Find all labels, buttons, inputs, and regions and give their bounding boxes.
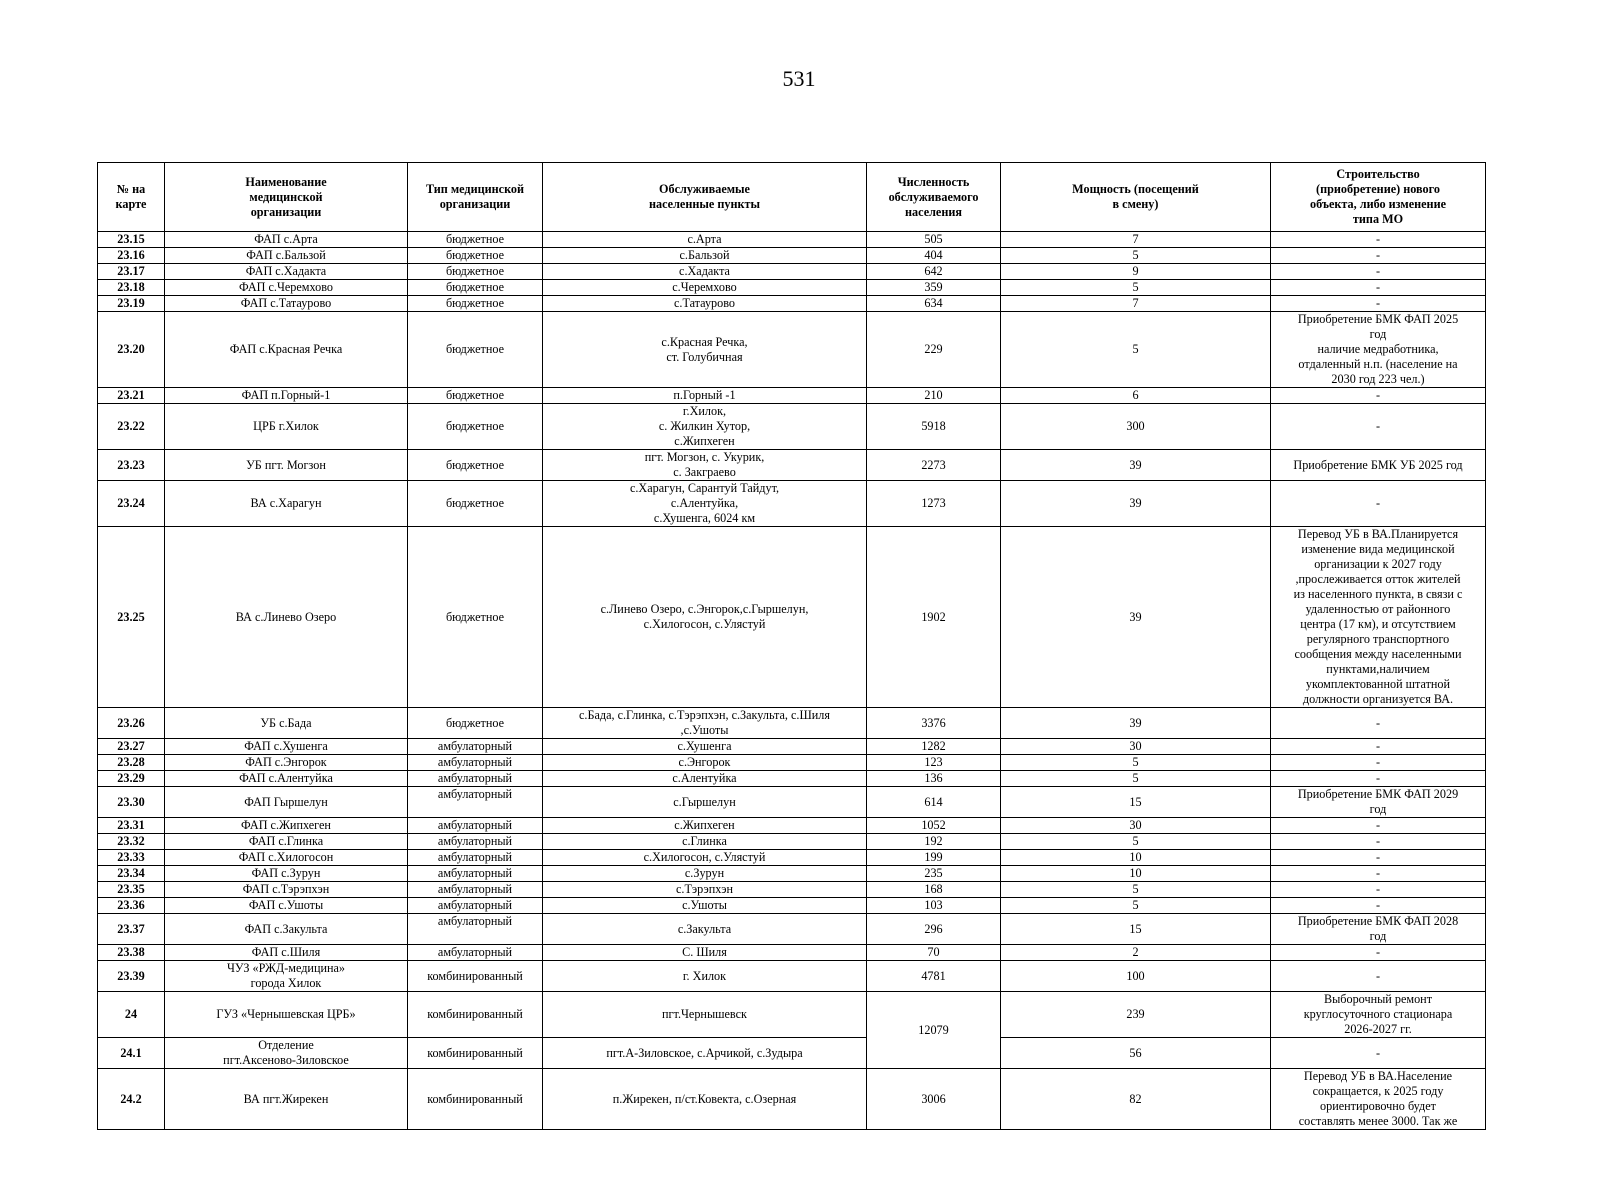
cell-name: ГУЗ «Чернышевская ЦРБ» [165,992,408,1038]
cell-name: ВА с.Линево Озеро [165,527,408,708]
cell-name: УБ пгт. Могзон [165,450,408,481]
cell-type: бюджетное [408,248,543,264]
header-capacity: Мощность (посещений в смену) [1001,163,1271,232]
cell-capacity: 5 [1001,771,1271,787]
cell-construction: Перевод УБ в ВА.Население сокращается, к 2025 году ориентировочно будет составлять менее 3000. Так же [1271,1069,1486,1130]
header-population: Численность обслуживаемого населения [867,163,1001,232]
cell-construction: - [1271,771,1486,787]
cell-type: бюджетное [408,312,543,388]
cell-points: с.Энгорок [543,755,867,771]
table-row [98,708,1486,739]
cell-type: амбулаторный [408,771,543,787]
cell-points: пгт. Могзон, с. Укурик, с. Закграево [543,450,867,481]
cell-type: бюджетное [408,450,543,481]
cell-points: с.Тэрэпхэн [543,882,867,898]
cell-construction: Приобретение БМК УБ 2025 год [1271,450,1486,481]
cell-points: с.Бада, с.Глинка, с.Тэрэпхэн, с.Закульта, с.Шиля ,с.Ушоты [543,708,867,739]
cell-population: 5918 [867,404,1001,450]
cell-number: 23.32 [98,834,165,850]
table-row [98,898,1486,914]
cell-population: 103 [867,898,1001,914]
cell-points: п.Жирекен, п/ст.Ковекта, с.Озерная [543,1069,867,1130]
cell-construction: - [1271,818,1486,834]
cell-number: 23.20 [98,312,165,388]
cell-name: ВА пгт.Жирекен [165,1069,408,1130]
cell-name: ФАП с.Тэрэпхэн [165,882,408,898]
cell-population: 199 [867,850,1001,866]
cell-type: бюджетное [408,296,543,312]
cell-population: 1282 [867,739,1001,755]
cell-number: 24.2 [98,1069,165,1130]
cell-number: 24 [98,992,165,1038]
cell-points: пгт.Чернышевск [543,992,867,1038]
cell-population: 1052 [867,818,1001,834]
cell-number: 23.30 [98,787,165,818]
medical-organizations-table [97,162,1486,1130]
cell-number: 23.18 [98,280,165,296]
cell-population: 168 [867,882,1001,898]
cell-type: амбулаторный [408,787,543,818]
cell-points: г. Хилок [543,961,867,992]
cell-name: ФАП с.Энгорок [165,755,408,771]
cell-capacity: 239 [1001,992,1271,1038]
cell-points: с.Закульта [543,914,867,945]
cell-name: ФАП с.Глинка [165,834,408,850]
cell-points: с.Арта [543,232,867,248]
cell-number: 24.1 [98,1038,165,1069]
cell-type: амбулаторный [408,882,543,898]
cell-capacity: 82 [1001,1069,1271,1130]
cell-name: ЧУЗ «РЖД-медицина» города Хилок [165,961,408,992]
table-row [98,1069,1486,1130]
cell-capacity: 56 [1001,1038,1271,1069]
table-row [98,296,1486,312]
cell-capacity: 6 [1001,388,1271,404]
table-row [98,388,1486,404]
cell-population: 404 [867,248,1001,264]
cell-number: 23.38 [98,945,165,961]
cell-type: бюджетное [408,527,543,708]
table-row [98,787,1486,818]
cell-points: с.Черемхово [543,280,867,296]
cell-number: 23.36 [98,898,165,914]
table-row [98,450,1486,481]
cell-capacity: 5 [1001,312,1271,388]
cell-construction: - [1271,739,1486,755]
cell-population: 192 [867,834,1001,850]
cell-capacity: 5 [1001,755,1271,771]
cell-population: 642 [867,264,1001,280]
table-row [98,961,1486,992]
cell-name: ФАП с.Бальзой [165,248,408,264]
cell-name: ВА с.Харагун [165,481,408,527]
cell-points: с.Красная Речка, ст. Голубичная [543,312,867,388]
table-row [98,818,1486,834]
cell-name: ФАП с.Шиля [165,945,408,961]
header-construction: Строительство (приобретение) нового объекта, либо изменение типа МО [1271,163,1486,232]
cell-points: с.Гыршелун [543,787,867,818]
cell-capacity: 39 [1001,708,1271,739]
cell-points: с.Хушенга [543,739,867,755]
cell-type: комбинированный [408,961,543,992]
cell-number: 23.17 [98,264,165,280]
cell-number: 23.16 [98,248,165,264]
header-organization-name: Наименование медицинской организации [165,163,408,232]
cell-name: ЦРБ г.Хилок [165,404,408,450]
cell-construction: - [1271,882,1486,898]
cell-number: 23.39 [98,961,165,992]
cell-name: ФАП с.Черемхово [165,280,408,296]
cell-number: 23.29 [98,771,165,787]
cell-type: комбинированный [408,1069,543,1130]
cell-name: ФАП п.Горный-1 [165,388,408,404]
cell-type: комбинированный [408,1038,543,1069]
cell-construction: Приобретение БМК ФАП 2028 год [1271,914,1486,945]
cell-points: пгт.А-Зиловское, с.Арчикой, с.Зудыра [543,1038,867,1069]
cell-capacity: 30 [1001,739,1271,755]
cell-construction: - [1271,961,1486,992]
table-row [98,771,1486,787]
cell-construction: - [1271,264,1486,280]
cell-name: ФАП Гыршелун [165,787,408,818]
cell-number: 23.26 [98,708,165,739]
cell-population: 505 [867,232,1001,248]
table-row [98,1038,1486,1069]
cell-capacity: 10 [1001,850,1271,866]
cell-name: ФАП с.Алентуйка [165,771,408,787]
table-row [98,404,1486,450]
cell-construction: - [1271,248,1486,264]
header-map-number: № на карте [98,163,165,232]
cell-construction: - [1271,834,1486,850]
cell-population: 3006 [867,1069,1001,1130]
cell-points: с.Глинка [543,834,867,850]
table-row [98,248,1486,264]
cell-capacity: 5 [1001,882,1271,898]
table-row [98,527,1486,708]
cell-points: п.Горный -1 [543,388,867,404]
table-row [98,312,1486,388]
cell-type: амбулаторный [408,739,543,755]
cell-number: 23.19 [98,296,165,312]
header-served-settlements: Обслуживаемые населенные пункты [543,163,867,232]
table-row [98,882,1486,898]
cell-construction: - [1271,945,1486,961]
cell-number: 23.31 [98,818,165,834]
cell-capacity: 39 [1001,481,1271,527]
cell-population: 3376 [867,708,1001,739]
cell-population: 70 [867,945,1001,961]
cell-population: 4781 [867,961,1001,992]
cell-capacity: 39 [1001,450,1271,481]
cell-number: 23.15 [98,232,165,248]
cell-number: 23.37 [98,914,165,945]
cell-capacity: 5 [1001,280,1271,296]
cell-population: 1902 [867,527,1001,708]
cell-capacity: 5 [1001,898,1271,914]
cell-name: ФАП с.Красная Речка [165,312,408,388]
cell-points: с.Хилогосон, с.Улястуй [543,850,867,866]
cell-number: 23.28 [98,755,165,771]
cell-number: 23.33 [98,850,165,866]
cell-construction: - [1271,404,1486,450]
cell-name: ФАП с.Арта [165,232,408,248]
cell-capacity: 100 [1001,961,1271,992]
cell-points: г.Хилок, с. Жилкин Хутор, с.Жипхеген [543,404,867,450]
cell-population: 229 [867,312,1001,388]
cell-construction: - [1271,296,1486,312]
cell-population: 2273 [867,450,1001,481]
cell-type: амбулаторный [408,850,543,866]
cell-number: 23.35 [98,882,165,898]
cell-type: амбулаторный [408,914,543,945]
cell-points: с.Татаурово [543,296,867,312]
table-header-row [98,163,1486,232]
table-row [98,866,1486,882]
cell-population: 359 [867,280,1001,296]
cell-name: ФАП с.Жипхеген [165,818,408,834]
cell-type: амбулаторный [408,898,543,914]
cell-capacity: 9 [1001,264,1271,280]
cell-population: 235 [867,866,1001,882]
cell-type: бюджетное [408,481,543,527]
cell-population: 296 [867,914,1001,945]
cell-number: 23.25 [98,527,165,708]
cell-type: бюджетное [408,232,543,248]
cell-type: бюджетное [408,280,543,296]
cell-number: 23.27 [98,739,165,755]
cell-capacity: 15 [1001,787,1271,818]
table-row [98,755,1486,771]
cell-type: амбулаторный [408,945,543,961]
cell-population: 12079 [867,992,1001,1069]
cell-name: ФАП с.Татаурово [165,296,408,312]
cell-construction: - [1271,232,1486,248]
cell-population: 123 [867,755,1001,771]
cell-name: УБ с.Бада [165,708,408,739]
cell-type: амбулаторный [408,818,543,834]
cell-population: 210 [867,388,1001,404]
table-row [98,850,1486,866]
table-row [98,280,1486,296]
cell-type: бюджетное [408,708,543,739]
cell-construction: - [1271,866,1486,882]
cell-points: с.Бальзой [543,248,867,264]
cell-points: с.Хадакта [543,264,867,280]
cell-population: 1273 [867,481,1001,527]
cell-type: амбулаторный [408,866,543,882]
cell-capacity: 300 [1001,404,1271,450]
cell-number: 23.23 [98,450,165,481]
cell-capacity: 5 [1001,248,1271,264]
cell-type: комбинированный [408,992,543,1038]
cell-population: 136 [867,771,1001,787]
cell-number: 23.34 [98,866,165,882]
cell-name: ФАП с.Хушенга [165,739,408,755]
table-row [98,739,1486,755]
cell-number: 23.22 [98,404,165,450]
cell-capacity: 10 [1001,866,1271,882]
cell-population: 634 [867,296,1001,312]
cell-points: с.Зурун [543,866,867,882]
cell-type: бюджетное [408,264,543,280]
cell-name: ФАП с.Зурун [165,866,408,882]
cell-capacity: 30 [1001,818,1271,834]
cell-construction: - [1271,280,1486,296]
cell-construction: Перевод УБ в ВА.Планируется изменение вида медицинской организации к 2027 году ,прослеживается отток жителей из населенного пункта, в связи с удаленностью от районного центра (17 км), и отсутствием регулярного транспортного сообщения между населенными пунктами,наличием укомплектованной штатной должности организуется ВА. [1271,527,1486,708]
table-row [98,834,1486,850]
cell-points: С. Шиля [543,945,867,961]
cell-type: амбулаторный [408,834,543,850]
cell-construction: Выборочный ремонт круглосуточного стационара 2026-2027 гг. [1271,992,1486,1038]
cell-construction: - [1271,898,1486,914]
cell-points: с.Алентуйка [543,771,867,787]
cell-population: 614 [867,787,1001,818]
cell-name: ФАП с.Ушоты [165,898,408,914]
cell-capacity: 7 [1001,296,1271,312]
cell-name: ФАП с.Закульта [165,914,408,945]
cell-name: ФАП с.Хилогосон [165,850,408,866]
cell-points: с.Харагун, Сарантуй Тайдут, с.Алентуйка, с.Хушенга, 6024 км [543,481,867,527]
table-row [98,914,1486,945]
header-organization-type: Тип медицинской организации [408,163,543,232]
cell-name: Отделение пгт.Аксеново-Зиловское [165,1038,408,1069]
cell-capacity: 7 [1001,232,1271,248]
cell-type: бюджетное [408,388,543,404]
cell-construction: Приобретение БМК ФАП 2029 год [1271,787,1486,818]
cell-construction: - [1271,850,1486,866]
table-row [98,232,1486,248]
cell-points: с.Жипхеген [543,818,867,834]
cell-type: амбулаторный [408,755,543,771]
cell-construction: - [1271,481,1486,527]
cell-capacity: 15 [1001,914,1271,945]
table-row [98,264,1486,280]
table-row [98,945,1486,961]
cell-construction: - [1271,755,1486,771]
cell-points: с.Ушоты [543,898,867,914]
page-number: 531 [782,66,816,91]
table-row [98,481,1486,527]
cell-construction: - [1271,1038,1486,1069]
cell-type: бюджетное [408,404,543,450]
cell-construction: Приобретение БМК ФАП 2025 год наличие медработника, отдаленный н.п. (население на 2030 год 223 чел.) [1271,312,1486,388]
cell-capacity: 5 [1001,834,1271,850]
cell-capacity: 39 [1001,527,1271,708]
cell-capacity: 2 [1001,945,1271,961]
cell-construction: - [1271,388,1486,404]
cell-construction: - [1271,708,1486,739]
cell-points: с.Линево Озеро, с.Энгорок,с.Гыршелун, с.Хилогосон, с.Улястуй [543,527,867,708]
cell-name: ФАП с.Хадакта [165,264,408,280]
cell-number: 23.24 [98,481,165,527]
table-row [98,992,1486,1038]
cell-number: 23.21 [98,388,165,404]
